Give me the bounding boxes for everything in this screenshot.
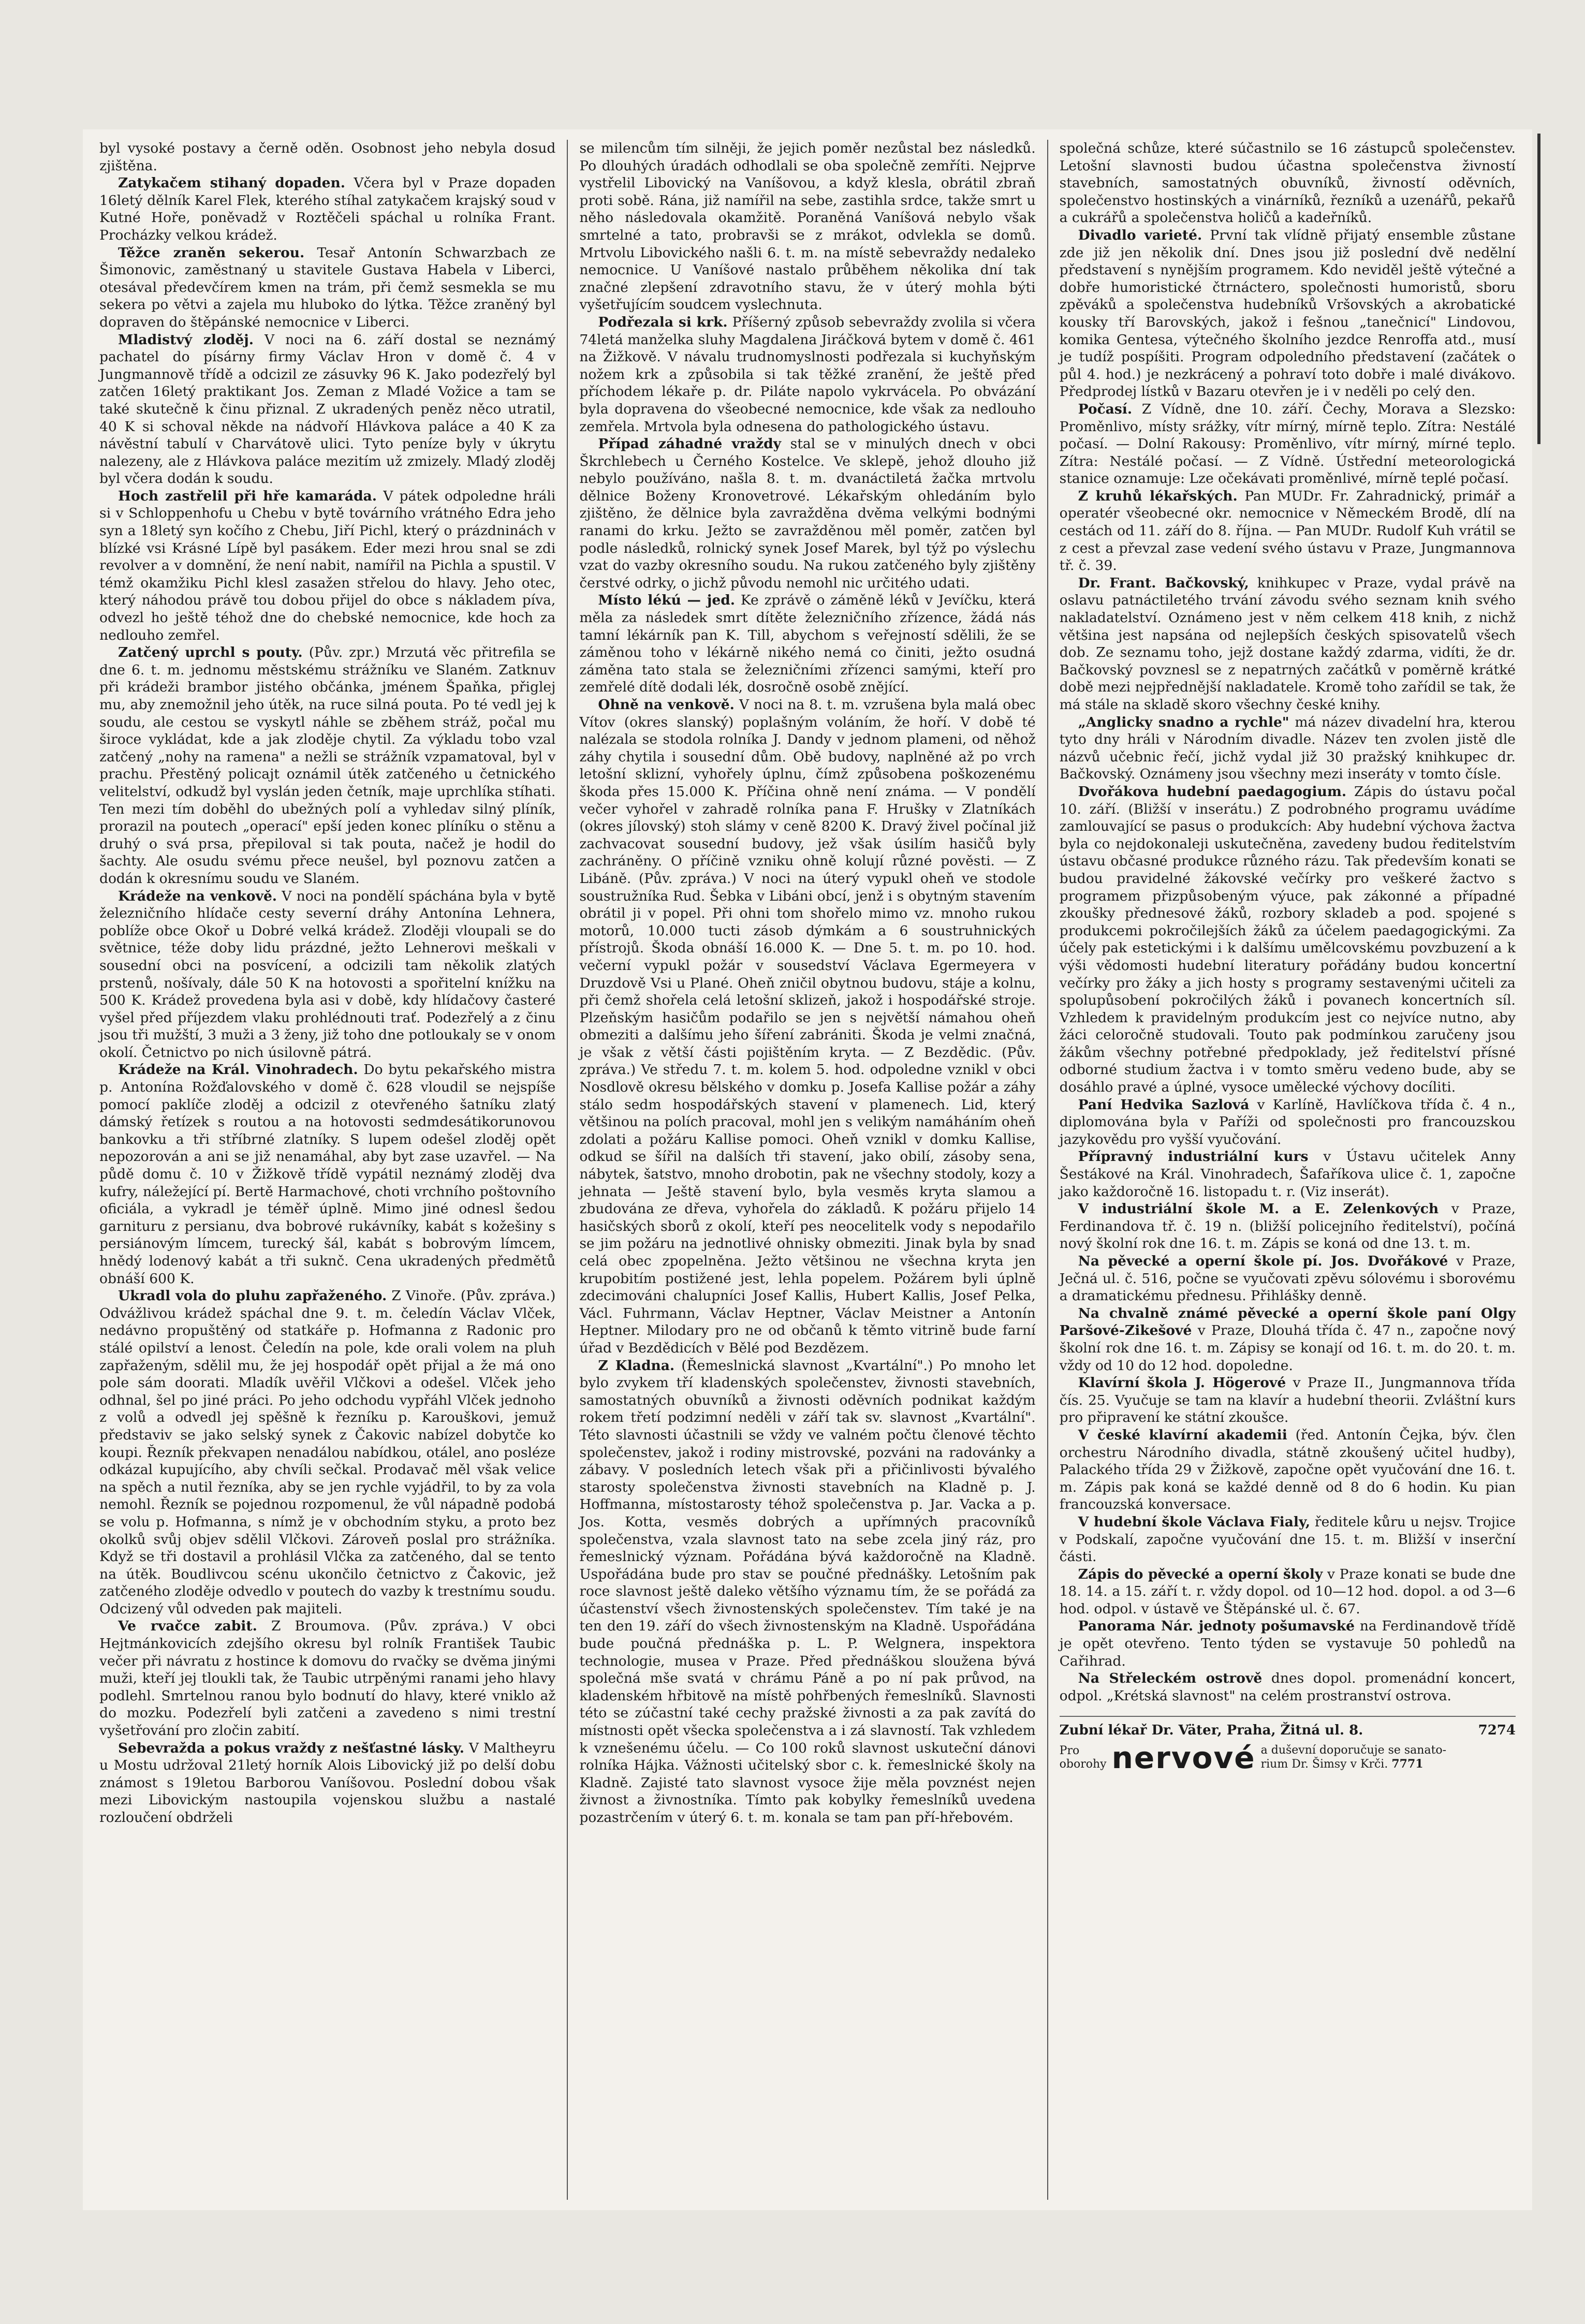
- article-text: v Praze, Ferdinandova tř. č. 19 n. (bližší policejního ředitelství), počíná nový školní rok dne 16. t. m. Zápis se koná od dne 13. t. m.: [1059, 1201, 1516, 1252]
- article-text: společná schůze, které súčastnilo se 16 zástupců společenstev. Letošní slavnosti budou účastna společenstva živností stavebních, samostatných obuvníků, živností oděvních, společenstvo hostinských a vinárníků, řezníků a uzenářů, pekařů a cukrářů a společenstva holičů a kadeřníků.: [1059, 140, 1516, 226]
- article-headline: Přípravný industriální kurs: [1078, 1149, 1309, 1165]
- article-text: (řed. Antonín Čejka, býv. člen orchestru Národního divadla, státně zkoušený učitel hudby), Palackého třída 29 v Žižkově, započne opět vyučování dne 16. t. m. Zápis pak koná se každé denně od 8 do 6 hodin. Ku pian francouzská konversace.: [1059, 1426, 1516, 1513]
- article-text: byl vysoké postavy a černě oděn. Osobnost jeho nebyla dosud zjištěna.: [99, 140, 556, 174]
- article-paragraph: [1060, 227, 1516, 401]
- article-headline: Dr. Frant. Bačkovský,: [1078, 575, 1249, 591]
- article-headline: Na chvalně známé pěvecké a operní škole paní Olgy Paršové-Zikešové: [1059, 1305, 1516, 1339]
- article-paragraph: [579, 592, 1035, 696]
- article-text: (Pův. zpr.) Mrzutá věc přitrefila se dne 6. t. m. jednomu městskému strážníku ve Slaném. Zatknuv při krádeži brambor jistého občánka, jménem Špaňka, přiglej mu, aby znemožnil jeho útěk, na ruce silná pouta. Po té vedl jej k soudu, ale cestou se vyskytl náhle se zběhem stráž, počal mu široce vykládat, kde a jak zloděje chytil. Za výkladu tobo vzal zatčený „nohy na ramena" a nežli se strážník vzpamatoval, byl v prachu. Přestěný policajt oznámil útěk zatčeného u četnického velitelství, odkudž byl vyslán jeden četník, maje uprchlíka stíhati. Ten mezi tím doběhl do ubežných polí a vyhledav silný plíník, prorazil na poutech „operací" epší jeden konec plíníku o stěnu a druhý o svá prsa, přepiloval si tak pouta, načež je hodil do šachty. Ale osudu svému přece neušel, byl poznovu zatčen a dodán k okresnímu soudu ve Slaném.: [99, 644, 556, 887]
- article-headline: Případ záhadné vraždy: [598, 436, 782, 452]
- article-paragraph: [99, 488, 555, 644]
- ad-dentist: [1060, 1722, 1516, 1740]
- article-text: Do bytu pekařského mistra p. Antonína Rožďalovského v domě č. 628 vloudil se nejspíše pomocí paklíče zloděj a odcizil z otevřeného šatníku zlatý dámský řetízek s routou a na hotovosti sedmdesátikorunovou bankovku a tři stříbrné zlatníky. S lupem odešel zloděj opět nepozorován a ani se již nenamáhal, aby byt zase uzavřel. — Na půdě domu č. 10 v Žižkově třídě vypátil neznámý zloděj dva kufry, náležející pí. Bertě Harmachové, choti vrchního poštovního oficiála, a vykradl je téměř úplně. Mimo jiné odnesl šedou garnituru z persianu, dva bobrové rukávníky, kabát s kožešiny s persiánovým límcem, turecký šál, kabát s bobrovým límcem, hnědý lodenový kabát a tři suknč. Cena ukradených předmětů obnáší 600 K.: [99, 1062, 556, 1287]
- article-paragraph: [1060, 1096, 1516, 1149]
- article-paragraph: [99, 1617, 555, 1739]
- article-paragraph: [1060, 401, 1516, 488]
- article-text: Zápis do ústavu počal 10. září. (Bližší v inserátu.) Z podrobného programu uvádíme zamlouvající se pasus o produkcích: Aby hudební výchova žactva byla co nejdokonaleji uskutečněna, zavedeny budou ředitelstvím ústavu občasné produkce různého rázu. Tak především konati se budou pravidelné žákovské večírky pro veškeré žactvo s programem přizpůsobeným výuce, pak zákonné a případné zkoušky přednesové žáků, rozbory skladeb a pod. spojené s produkcemi pokročilejších žáků za účelem paedagogickými. Za účely pak estetickými i k dalšímu umělcovskému povzbuzení a k výši vědomosti hudební literatury pořádány budou koncertní večírky pro žáky a jich hosty s programy sestavenými učiteli za spolupůsobení pokročilých žáků i povanech koncertních síl. Vzhledem k pravidelným produkcím jest co nejvíce nutno, aby žáci celoročně studovali. Touto pak podmínkou zaručeny jsou žákům všechny potřebné předpoklady, jež ředitelství přísné odborné studium žactva i v tomto směru vedeno bude, aby se dosáhlo pravé a úplné, vysoce umělecké výchovy docíliti.: [1059, 783, 1516, 1096]
- article-paragraph: [99, 140, 555, 174]
- article-paragraph: [579, 435, 1035, 592]
- article-headline: Místo lékú — jed.: [598, 592, 735, 609]
- article-text: v Praze, Ječná ul. č. 516, počne se vyučovati zpěvu sólovému i sborovému a dramatickému přednesu. Přihlášky denně.: [1059, 1253, 1516, 1304]
- article-paragraph: [1060, 1305, 1516, 1374]
- article-headline: Z kruhů lékařských.: [1078, 488, 1238, 504]
- article-headline: Panorama Nár. jednoty pošumavské: [1078, 1618, 1355, 1635]
- article-paragraph: [1060, 1148, 1516, 1200]
- article-paragraph: [579, 140, 1035, 314]
- ad-sanatorium-number: 7771: [1391, 1757, 1423, 1771]
- article-paragraph: [579, 314, 1035, 435]
- article-headline: Na Střeleckém ostrově: [1078, 1670, 1263, 1687]
- article-text: Ke zprávě o záměně léků v Jevíčku, která měla za následek smrt dítěte železničního zřízence, žádá nás tamní lékárník pan K. Till, abychom s veřejností sdělili, že se záměnou toho v lékárně nikého nemá co činiti, ježto osudná záměna tato stala se železničními zřízenci samými, kteří pro zemřelé dítě dodali lék, dosročně osobě znějící.: [579, 592, 1036, 696]
- article-text: Z Vídně, dne 10. září. Čechy, Morava a Slezsko: Proměnlivo, místy srážky, vítr mírný, mírně teplo. Zítra: Nestálé počasí. — Dolní Rakousy: Proměnlivo, vítr mírný, mírné teplo. Zítra: Nestálé počasí. — Z Vídně. Ústřední meteorologická stanice oznamuje: Lze očekávati proměnlivé, mírně teplé počasí.: [1059, 401, 1516, 487]
- article-text: (Řemeslnická slavnost „Kvartální".) Po mnoho let bylo zvykem tří kladenských společenstev, živnosti stavebních, samostatných obuvníků a živnosti oděvních podnikat každým rokem třetí podzimní neděli v září tak sv. slavnost „Kvartální". Této slavnosti účastnili se vždy ve valném počtu členové těchto společenstev, jakož i rodiny mistrovské, pozváni na radovánky a zábavy. V posledních letech však při a přičinlivosti bývalého starosty společenstva živnosti stavebních na Kladně p. J. Hoffmanna, místostarosty téhož společenstva p. Jar. Vacka a p. Jos. Kotta, vesměs dobrých a upřímných pracovníků společenstva, vzala slavnost tato na sebe zcela jiný ráz, pro řemeslnický význam. Pořádána bývá každoročně na Kladně. Uspořádána bude pro stav se poučné přednášky. Letošním pak roce slavnost ještě daleko většího významu tím, že se pořádá za účastenství všech živnostenských společenstev. Tím také je na ten den 19. září do všech živnostenským na Kladně. Uspořádána bude poučná přednáška p. L. P. Welgnera, inspektora technologie, musea v Praze. Před přednáškou sloužena bývá společná mše svatá v chrámu Páně a po ní pak průvod, na kladenském hřbitově na místě pohřbených řemeslníků. Slavnosti této se zúčastní také cechy pražské živnosti a za pak zavítá do místnosti opět všecka společenstva a i zá slavností. Tak vzhledem k vznešenému účelu. — Co 100 roků slavnost uskuteční dánovi rolníka Hájka. Vážnosti učitelský sbor c. k. řemeslnické školy na Kladně. Zajisté tato slavnost vysoce žije měla povznést nejen živnost a živnostníka. Tímto pak kobylky řemeslníků uvedena pozastrčením v úterý 6. t. m. konala se tam pan pří-hřebovém.: [579, 1357, 1036, 1826]
- article-headline: Počasí.: [1078, 401, 1133, 417]
- article-paragraph: [99, 174, 555, 244]
- article-headline: Paní Hedvika Sazlová: [1078, 1096, 1250, 1113]
- article-paragraph: [1060, 1426, 1516, 1513]
- ad-desc-line1: a duševní doporučuje se sanato-: [1260, 1744, 1447, 1757]
- article-headline: Ohně na venkově.: [598, 697, 735, 713]
- article-paragraph: [99, 1061, 555, 1287]
- article-paragraph: [579, 1357, 1035, 1827]
- column-1: [88, 140, 568, 2200]
- article-paragraph: [1060, 1617, 1516, 1670]
- column-3: [1048, 140, 1527, 2200]
- article-paragraph: [1060, 1200, 1516, 1253]
- article-paragraph: [1060, 488, 1516, 575]
- article-headline: Krádeže na Král. Vinohradech.: [118, 1062, 358, 1078]
- ad-dentist-number: 7274: [1478, 1723, 1516, 1739]
- article-headline: Dvořákova hudební paedagogium.: [1078, 783, 1347, 800]
- article-headline: „Anglicky snadno a rychle": [1078, 714, 1289, 730]
- article-headline: V industriální škole M. a E. Zelenkových: [1078, 1201, 1439, 1217]
- article-headline: Z Kladna.: [598, 1357, 675, 1374]
- article-headline: Krádeže na venkově.: [118, 888, 277, 904]
- article-headline: Na pěvecké a operní škole pí. Jos. Dvořákové: [1078, 1253, 1448, 1269]
- article-text: v Ústavu učitelek Anny Šestákové na Král. Vinohradech, Šafaříkova ulice č. 1, započne jako každoročně 16. listopadu t. r. (Viz inserát).: [1059, 1149, 1516, 1200]
- ad-sanatorium: [1059, 1740, 1516, 1775]
- article-paragraph: [99, 1287, 555, 1617]
- article-text: Příšerný způsob sebevraždy zvolila si včera 74letá manželka sluhy Magdalena Jiráčková bytem v domě č. 461 na Žižkově. V návalu trudnomyslnosti podřezala si kuchyňským nožem krk a způsobila si tak těžké zranění, že ještě před příchodem lékaře p. dr. Piláte napolo vykrvácela. Po obvázání byla dopravena do všeobecné nemocnice, kde však za nedlouho zemřela. Mrtvola byla odnesena do pathologického ústavu.: [579, 314, 1036, 435]
- article-text: V noci na 6. září dostal se neznámý pachatel do písárny firmy Václav Hron v domě č. 4 v Jungmannově třídě a odcizil ze zásuvky 96 K. Jako podezřelý byl zatčen 16letý praktikant Jos. Zeman z Mladé Vožice a tam se také skutečně k činu přiznal. Z ukradených peněz něco utratil, 40 K si schoval někde na nádvoří Hlávkova paláce a 40 K za návěstní tabulí v Charvátově ulici. Tyto peníze byly v úkrytu nalezeny, ale z Hlávkova paláce mezitím už zmizely. Mladý zloděj byl včera dodán k soudu.: [99, 331, 556, 487]
- ad-dentist-text: Zubní lékař Dr. Väter, Praha, Žitná ul. 8.: [1059, 1723, 1363, 1739]
- article-headline: Divadlo varieté.: [1078, 227, 1202, 243]
- article-text: Včera byl v Praze dopaden 16letý dělník Karel Flek, kterého stíhal zatykačem krajský soud v Kutné Hoře, poněvadž v Roztěčeli spáchal u rolníka Frant. Procházky velkou krádež.: [99, 175, 556, 243]
- article-paragraph: [99, 644, 555, 887]
- article-text: Z Vinoře. (Pův. zpráva.) Odvážlivou krádež spáchal dne 9. t. m. čeledín Václav Vlček, nedávno propuštěný od statkáře p. Hofmanna z Radonic pro stálé opilství a lenost. Čeledín na pole, kde orali volem na pluh zapřaženým, sdělil mu, že jej hospodář opět přijal a že má ono pole sám doorati. Mladík uvěřil Vlčkovi a odešel. Vlček jeho odhnal, šel po jiné práci. Po jeho odchodu vypřáhl Vlček jednoho z volů a odvedl jej spěšně k řezníku p. Karouškovi, jemuž představiv se jako selský synek z Čakovic nabízel dobytče ko koupi. Řezník překvapen nenadálou nabídkou, otálel, ano posléze odkázal kupujícího, aby chvíli sečkal. Prodavač měl však velice na spěch a nutil řezníka, aby se jen rychle vyjádřil, to by za vola nemohl. Řezník se pojednou rozpomenul, že vůl nápadně podobá se volu p. Hofmanna, s nímž je v obchodním styku, a proto bez okolků svůj objev sdělil Vlčkovi. Zároveň poslal pro strážníka. Když se tři dostavil a prohlásil Vlčka za zatčeného, dal se tento na útěk. Boudlivcou scénu ukončilo četnictvo z Čakovic, jež zatčeného zloděje odvedlo v poutech do vazby k trestnímu soudu. Odcizený vůl odveden pak majiteli.: [99, 1288, 556, 1617]
- article-paragraph: [1060, 1374, 1516, 1426]
- article-text: ředitele kůru u nejsv. Trojice v Podskalí, započne vyučování dne 15. t. m. Bližší v inserční části.: [1059, 1513, 1516, 1565]
- article-headline: Hoch zastřelil při hře kamaráda.: [118, 488, 377, 504]
- article-paragraph: [1060, 1513, 1516, 1566]
- article-headline: Klavírní škola J. Högerové: [1078, 1375, 1286, 1391]
- article-text: Pan MUDr. Fr. Zahradnický, primář a operatér všeobecné okr. nemocnice v Německém Brodě, dlí na cestách od 11. září do 8. října. — Pan MUDr. Rudolf Kuh vrátil se z cest a převzal zase vedení svého ústavu v Praze, Jungmannova tř. č. 39.: [1059, 488, 1516, 574]
- article-headline: Zatčený uprchl s pouty.: [118, 644, 303, 661]
- article-headline: Těžce zraněn sekerou.: [118, 244, 305, 261]
- article-text: v Praze konati se bude dne 18. 14. a 15. září t. r. vždy dopol. od 10—12 hod. dopol. a od 3—6 hod. odpol. v ústavě ve Štěpánské ul. č. 67.: [1059, 1566, 1516, 1617]
- article-text: na Ferdinandově třídě je opět otevřeno. Tento týden se vystavuje 50 pohledů na Cařihrad.: [1059, 1618, 1516, 1669]
- article-text: má název divadelní hra, kterou tyto dny hráli v Národním divadle. Název ten zvolen jistě dle názvů učebnic řečí, jichž vydal již 30 pražský knihkupec dr. Bačkovský. Oznámeny jsou všechny mezi inseráty v tomto čísle.: [1059, 714, 1516, 783]
- article-text: dnes dopol. promenádní koncert, odpol. „Krétská slavnost" na celém prostranství ostrova.: [1059, 1670, 1516, 1704]
- article-paragraph: [579, 696, 1035, 1357]
- article-text: knihkupec v Praze, vydal právě na oslavu patnáctiletého trvání závodu svého seznam knih svého nakladatelství. Oznámeno jest v něm celkem 418 knih, z nichž většina jest napsána od nejlepších českých spisovatelů všech dob. Ze seznamu toho, jejž dostane každý zdarma, vidíti, že dr. Bačkovský povznesl se z nepatrných začátků v poměrně krátké době mezi nejpřednější nakladatele. Kromě toho zařídil se tak, že má stále na skladě skoro všechny české knihy.: [1059, 575, 1516, 713]
- article-headline: Ukradl vola do pluhu zapřaženého.: [118, 1288, 387, 1304]
- article-paragraph: [1060, 140, 1516, 227]
- article-headline: Podřezala si krk.: [598, 314, 728, 330]
- article-text: v Praze II., Jungmannova třída čís. 25. Vyučuje se tam na klavír a hudební theorii. Zvláštní kurs pro připravení ke státní zkoušce.: [1059, 1375, 1516, 1426]
- article-paragraph: [99, 331, 555, 488]
- article-paragraph: [1060, 1670, 1516, 1704]
- ad-oborohy: oborohy: [1059, 1757, 1107, 1771]
- ad-sanatorium-prefix: [1060, 1744, 1107, 1771]
- article-headline: Ve rvačce zabit.: [118, 1618, 257, 1635]
- article-text: V noci na 8. t. m. vzrušena byla malá obec Vítov (okres slanský) poplašným voláním, že hoří. V době té nalézala se stodola rolníka J. Dandy v jednom plameni, od něhož záhy chytila i sousední dům. Obě budovy, naplněné až po vrch letošní sklizní, vyhořely úplnu, čímž způsobena poškozenému škoda přes 15.000 K. Příčina ohně není známa. — V pondělí večer vyhořel v zahradě rolníka pana F. Hrušky v Zlatníkách (okres jílovský) stoh slámy v ceně 8200 K. Dravý živel počínal již zachvacovat sousední budovy, jež však úsilím hasičů byly zachráněny. O příčině vzniku ohně kolují různé pověsti. — Z Libáně. (Pův. zpráva.) V noci na úterý vypukl oheň ve stodole soustružníka Rud. Šebka v Libáni obcí, jenž i s obytným stavením obrátil ji v popel. Při ohni tom shořelo mimo vz. mnoho rukou motorů, 10.000 tucti zásob dýmkám a 6 soustruhnických přístrojů. Škoda obnáší 16.000 K. — Dne 5. t. m. po 10. hod. večerní vypukl požár v sousedství Václava Egermeyera v Druzdově Vsi u Plané. Oheň zničil obytnou budovu, stáje a kolnu, při čemž shořela celá letošní sklizeň, jakož i hospodářské stroje. Plzeňským hasičům podařilo se jen s největší námahou oheň obmeziti a dalšímu jeho šíření zabrániti. Škoda je velmi značná, je však z větší části pojištěním kryta. — Z Bezdědic. (Pův. zpráva.) Ve středu 7. t. m. kolem 5. hod. odpoledne vznikl v obci Nosdlově okresu bělského v domku p. Josefa Kallise požár a záhy stálo sedm hospodářských stavení v plamenech. Lid, který většinou na polích pracoval, mohl jen s velikým namáháním oheň zdolati a požáru Kallise pomoci. Oheň vznikl v domku Kallise, odkud se šířil na dalších tři stavení, jako obilí, zásoby sena, nábytek, šatstvo, mnoho drobotin, pak ne všechny stodoly, kozy a jehnata — Ještě stavení bylo, byla vesměs kryta slamou a zbudována ze dřeva, vyhořela do základů. K požáru přijelo 14 hasičských sborů z okolí, kteří pes neocelitelk vody s nepodařilo se jim požáru na jednotlivé ohnisky obmeziti. Jinak byla by snad celá obec zpopelněna. Ježto většinou ne všechna kryta jen krupobitím postižené jest, lehla popelem. Požárem byli úplně zdecimováni chalupníci Josef Kallis, Hubert Kallis, Josef Pelka, Václ. Fuhrmann, Václav Heptner, Václav Meistner a Antonín Heptner. Milodary pro ne od občanů k těmto vitrině bude farní úřad v Bezdědicích v Bělé pod Bezdězem.: [579, 697, 1036, 1356]
- article-text: se milencům tím silněji, že jejich poměr nezůstal bez následků. Po dlouhých úradách odhodlali se oba společně zemříti. Nejprve vystřelil Libovický na Vaníšovou, a když klesla, obrátil zbraň proti sobě. Rána, již namířil na sebe, zastihla srdce, takže smrt u něho následovala okamžitě. Poraněná Vaníšová nebylo však smrtelné a tato, probravši se z mrákot, odvlekla se domů. Mrtvolu Libovického našli 6. t. m. na místě sebevraždy nedaleko nemocnice. U Vaníšové nastalo průběhem několika dní tak značné zlepšení zdravotního stavu, že v úterý mohla býti vyšetřujícím soudcem vyslechnuta.: [579, 140, 1036, 313]
- article-headline: V hudební škole Václava Fialy,: [1078, 1513, 1311, 1530]
- page-edge-shadow: [1537, 134, 1556, 444]
- article-paragraph: [1060, 783, 1516, 1096]
- ad-desc-line2: rium Dr. Šimsy v Krči.: [1260, 1758, 1388, 1771]
- article-text: V Maltheyru u Mostu udržoval 21letý horník Alois Libovický již po delší dobu známost s 19letou Barborou Vaníšovou. Poslední dobou však mezi Libovickým nastoupila vojenskou službu a nastalé rozloučení obdrželi: [99, 1740, 556, 1826]
- article-headline: Zatykačem stihaný dopaden.: [118, 175, 346, 192]
- article-text: stal se v minulých dnech v obci Škrchlebech u Černého Kostelce. Ve sklepě, jehož dlouho již nebylo používáno, našla 8. t. m. dvanáctiletá žačka mrtvolu dělnice Boženy Kronovetrové. Lékařským ohledáním bylo zjištěno, že dělnice byla zavražděna dvěma velkými bodnými ranami do krku. Ježto se zavražděnou měl poměr, zatčen byl podle následků, rolnický synek Josef Marek, byl týž po výslechu vzat do vazby okresního soudu. Na rukou zatčeného byly zjištěny čerstvé odrky, o jichž původu nemohl nic určitého udati.: [579, 436, 1036, 591]
- article-paragraph: [1060, 1253, 1516, 1305]
- article-headline: V české klavírní akademii: [1078, 1426, 1287, 1443]
- article-text: První tak vlídně přijatý ensemble zůstane zde již jen několik dní. Dnes jsou již poslední dvě nedělní představení s nynějším programem. Kdo neviděl ještě výtečné a dobře humoristické čtrnáctero, společnosti humoristů, sboru zpěváků a společenstva hudebníků Vršovských a akrobatické kousky tří Barovských, jakož i fešnou „tanečnicí" Lindovou, komika Gentesa, výtečného školního jezdce Renroffa atd., musí je tudíž pospíšiti. Program odpoledního představení (začátek o půl 4. hod.) je nezkrácený a pohraví toto dobře i malé divákovo. Předprodej lístků v Bazaru otevřen je i v neděli po celý den.: [1059, 227, 1516, 400]
- column-2: [568, 140, 1048, 2200]
- columns-container: [88, 140, 1527, 2200]
- article-paragraph: [1060, 1566, 1516, 1618]
- article-paragraph: [99, 244, 555, 331]
- article-text: v Karlíně, Havlíčkova třída č. 4 n., diplomována byla v Paříži od společnosti pro francouzskou jazykovědu pro vyšší vyučování.: [1059, 1096, 1516, 1148]
- article-paragraph: [1060, 714, 1516, 783]
- article-headline: Zápis do pěvecké a operní školy: [1078, 1566, 1323, 1582]
- article-headline: Mladistvý zloděj.: [118, 331, 254, 348]
- article-headline: Sebevražda a pokus vraždy z nešťastné lásky.: [118, 1740, 464, 1756]
- classified-ads: [1059, 1716, 1516, 1775]
- article-paragraph: [1060, 575, 1516, 714]
- newspaper-page: [83, 129, 1532, 2210]
- article-text: v Praze, Dlouhá třída č. 47 n., započne nový školní rok dne 16. t. m. Zápisy se konají od 16. t. m. do 20. t. m. vždy od 10 do 12 hod. dopoledne.: [1059, 1322, 1516, 1374]
- ad-sanatorium-desc: [1261, 1744, 1446, 1771]
- article-text: Tesař Antonín Schwarzbach ze Šimonovic, zaměstnaný u stavitele Gustava Habela v Liberci, otesával předevčírem kmen na trám, při čemž sesmekla se mu sekera po větvi a zajela mu hluboko do lýtka. Těžce zraněný byl dopraven do štěpánské nemocnice v Liberci.: [99, 244, 556, 330]
- ad-sanatorium-big-word: nervové: [1111, 1740, 1256, 1775]
- article-text: Z Broumova. (Pův. zpráva.) V obci Hejtmánkovicích zdejšího okresu byl rolník František Taubic večer při návratu z hostince k domovu do rvačky se dvěma jinými muži, kteří jej tloukli tak, že Taubic utrpěnými ranami jeho hlavy podlehl. Smrtelnou ranou bylo bodnutí do hlavy, které vniklo až do mozku. Podezřelí byli zatčeni a zavedeno s nimi trestní vyšetřování pro zločin zabití.: [99, 1618, 556, 1739]
- ad-pro: Pro: [1059, 1744, 1080, 1757]
- article-paragraph: [99, 1740, 555, 1827]
- article-text: V noci na pondělí spáchána byla v bytě železničního hlídače cesty severní dráhy Antonína Lehnera, poblíže obce Okoř u Dobré velká krádež. Zloději vloupali se do světnice, téže doby lidu prázdné, ježto Lehnerovi meškali v sousední obci na posvícení, a odcizili tam několik zlatých prstenů, nošívaly, dále 50 K na hotovosti a spořitelní knížku na 500 K. Krádež provedena byla asi v době, kdy hlídačovy časteré vyšel před příjezdem vlaku prohlédnouti trať. Podezřelý a z činu jsou tři mužští, 3 muži a 3 ženy, již toho dne potloukaly se v onom okolí. Četnictvo po nich úsilovně pátrá.: [99, 888, 556, 1061]
- article-paragraph: [99, 888, 555, 1062]
- article-text: V pátek odpoledne hráli si v Schloppenhofu u Chebu v bytě továrního vrátného Edra jeho syn a 18letý syn kočího z Chebu, Jiří Pichl, který o prázdninách v blízké vsi Krásné Lípě byl pasákem. Eder mezi hrou snal se zdi revolver a v domnění, že není nabit, namířil na Pichla a spustil. V témž okamžiku Pichl klesl zasažen střelou do hlavy. Jeho otec, který náhodou právě tou dobou přijel do obce s nákladem píva, odvezl ho ještě téhož dne do chebské nemocnice, kde hoch za nedlouho zemřel.: [99, 488, 556, 643]
